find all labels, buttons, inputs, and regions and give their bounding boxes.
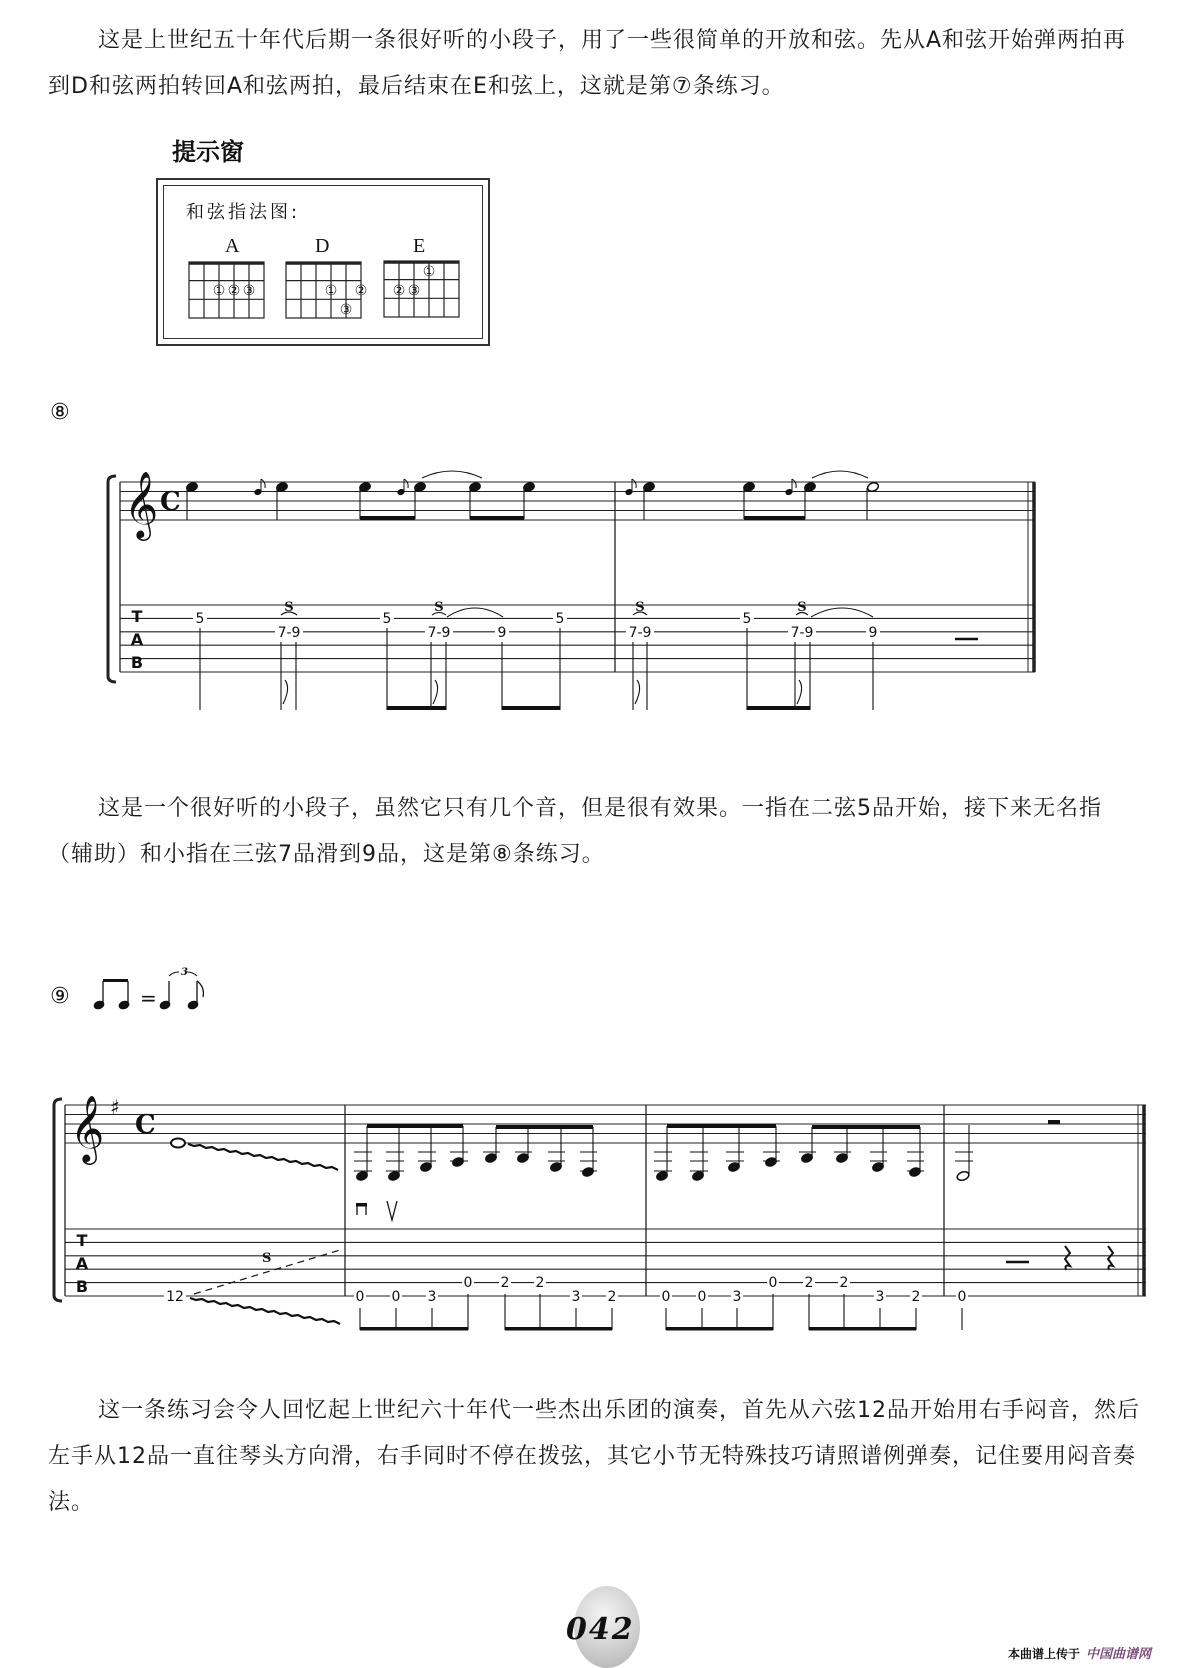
chord-diagram-A: [189, 235, 264, 318]
system-bracket: [54, 1099, 62, 1301]
svg-text:2: 2: [500, 1275, 510, 1291]
chord-diagram-label: 和弦指法图:: [186, 202, 301, 223]
svg-text:0: 0: [391, 1289, 401, 1305]
svg-text:0: 0: [355, 1289, 365, 1305]
glissando-line: [188, 1144, 338, 1170]
exercise-8-clef-time: [124, 470, 181, 541]
svg-text:2: 2: [911, 1289, 921, 1305]
svg-text:7-9: 7-9: [277, 625, 301, 641]
paragraph-text: 这是一个很好听的小段子，虽然它只有几个音，但是很有效果。一指在二弦5品开始，接下来无名指（辅助）和小指在三弦7品滑到9品，这是第⑧条练习。: [48, 796, 1103, 867]
treble-clef-icon: 𝄞: [70, 1094, 105, 1162]
glissando-line: [190, 1298, 340, 1324]
svg-text:5: 5: [742, 611, 752, 627]
finger-marker: ③: [407, 283, 421, 299]
chord-name: D: [315, 235, 330, 257]
system-bracket: [108, 476, 116, 682]
upstroke-icon: [387, 1201, 397, 1220]
svg-text:7-9: 7-9: [427, 625, 451, 641]
svg-text:5: 5: [195, 611, 205, 627]
key-signature-sharp: ♯: [110, 1095, 120, 1119]
svg-text:S: S: [262, 1251, 272, 1266]
svg-text:0: 0: [768, 1275, 778, 1291]
svg-text:0: 0: [661, 1289, 671, 1305]
svg-text:=: =: [140, 986, 157, 1010]
page-number-text: 042: [566, 1612, 635, 1647]
svg-text:3: 3: [181, 967, 188, 978]
exercise-8-number: ⑧: [50, 400, 70, 425]
svg-text:0: 0: [697, 1289, 707, 1305]
finger-marker: ②: [227, 283, 241, 299]
exercise-9-slide-gliss: [190, 1250, 340, 1324]
svg-text:3: 3: [427, 1289, 437, 1305]
tab-lines: [65, 1229, 1146, 1296]
svg-text:3: 3: [571, 1289, 581, 1305]
finger-marker: ①: [324, 283, 338, 299]
measure-3-notes: [654, 1124, 924, 1182]
exercise-9-tab-label: [76, 1231, 89, 1296]
svg-text:3: 3: [875, 1289, 885, 1305]
svg-text:7-9: 7-9: [790, 625, 814, 641]
svg-text:5: 5: [382, 611, 392, 627]
hint-window-title: 提示窗: [172, 137, 244, 166]
svg-text:S: S: [434, 600, 444, 615]
svg-text:2: 2: [607, 1289, 617, 1305]
svg-text:B: B: [130, 653, 144, 672]
svg-text:B: B: [75, 1277, 89, 1296]
chord-name: E: [413, 235, 426, 257]
swing-feel-equation: [93, 967, 203, 1010]
measure-2-notes: [354, 1124, 597, 1182]
exercise-9-tab-numbers: [164, 1275, 968, 1305]
time-signature: C: [135, 1110, 156, 1140]
quarter-rest: [1108, 1246, 1113, 1270]
chord-diagram-E: [384, 235, 459, 317]
svg-text:A: A: [130, 630, 144, 649]
exercise-8-notes: [185, 471, 879, 520]
exercise-8-system: [108, 476, 1035, 682]
chord-diagrams: [189, 235, 459, 318]
site-logo: 中国曲谱网: [1086, 1647, 1152, 1662]
svg-text:S: S: [797, 600, 807, 615]
svg-text:2: 2: [804, 1275, 814, 1291]
footer-watermark: [1008, 1643, 1151, 1662]
svg-text:T: T: [131, 607, 143, 626]
svg-text:2: 2: [839, 1275, 849, 1291]
paragraph-text: 这是上世纪五十年代后期一条很好听的小段子，用了一些很简单的开放和弦。先从A和弦开始弹两拍再到D和弦两拍转回A和弦两拍，最后结束在E和弦上，这就是第⑦条练习。: [48, 28, 1127, 99]
treble-clef-icon: 𝄞: [124, 470, 159, 538]
svg-text:S: S: [284, 600, 294, 615]
finger-marker: ②: [392, 283, 406, 299]
exercise-9-number: ⑨: [50, 984, 70, 1009]
svg-text:S: S: [635, 600, 645, 615]
chord-name: A: [225, 235, 240, 257]
tab-lines: [120, 605, 1035, 672]
svg-text:5: 5: [555, 611, 565, 627]
svg-text:0: 0: [463, 1275, 473, 1291]
finger-marker: ②: [354, 283, 368, 299]
svg-text:12: 12: [166, 1289, 184, 1305]
svg-text:2: 2: [535, 1275, 545, 1291]
half-rest: [1048, 1120, 1060, 1124]
svg-text:7-9: 7-9: [628, 625, 652, 641]
svg-text:0: 0: [957, 1289, 967, 1305]
footer-text: 本曲谱上传于: [1008, 1647, 1081, 1661]
exercise-8-tab-label: [131, 607, 144, 672]
svg-text:9: 9: [868, 625, 878, 641]
svg-text:3: 3: [732, 1289, 742, 1305]
finger-marker: ③: [242, 283, 256, 299]
staff-lines: [120, 482, 1035, 520]
time-signature: C: [160, 487, 181, 517]
svg-text:T: T: [76, 1231, 88, 1250]
measure-4-notes: [955, 1120, 1060, 1182]
paragraph-text: 这一条练习会令人回忆起上世纪六十年代一些杰出乐团的演奏，首先从六弦12品开始用右手闷音，然后左手从12品一直往琴头方向滑，右手同时不停在拨弦，其它小节无特殊技巧请照谱例弹奏，记住要用闷音奏法。: [48, 1398, 1140, 1515]
pick-direction-marks: [356, 1201, 397, 1220]
page-number: [564, 1594, 660, 1660]
finger-marker: ③: [339, 302, 353, 318]
svg-text:9: 9: [497, 625, 507, 641]
exercise-9-system: [54, 1099, 1146, 1301]
exercise-9-notes: [171, 1120, 1060, 1182]
finger-marker: ①: [212, 283, 226, 299]
finger-marker: ①: [422, 264, 436, 280]
quarter-rest: [1065, 1246, 1070, 1270]
staff-lines: [65, 1105, 1146, 1143]
exercise-8-slide-marks: [284, 600, 806, 615]
svg-text:A: A: [75, 1254, 89, 1273]
chord-finger-markers: [213, 264, 436, 318]
